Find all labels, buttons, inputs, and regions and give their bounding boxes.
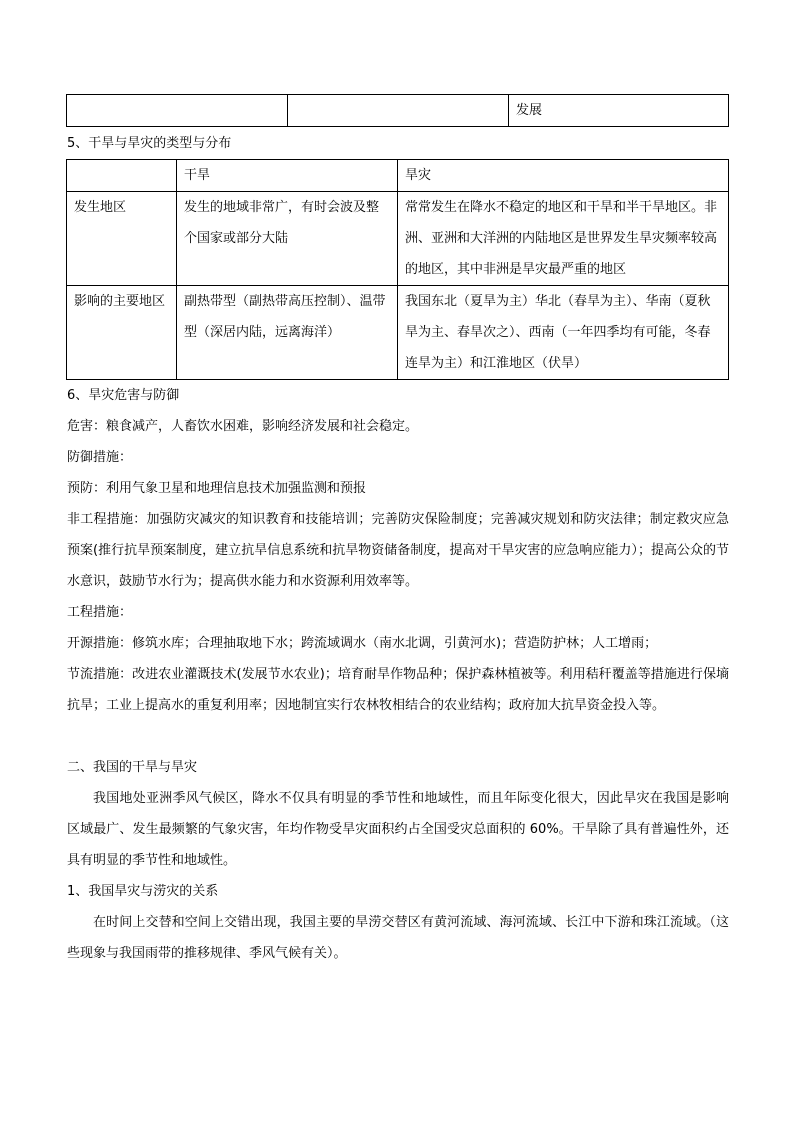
table-cell bbox=[288, 95, 509, 127]
table-row bbox=[67, 95, 729, 127]
cell-disaster-occurrence: 常常发生在降水不稳定的地区和干旱和半干旱地区。非洲、亚洲和大洋洲的内陆地区是世界发生旱灾频率较高的地区，其中非洲是旱灾最严重的地区 bbox=[398, 192, 729, 286]
table-cell: 发展 bbox=[509, 95, 729, 127]
row-label-regions: 影响的主要地区 bbox=[67, 286, 177, 380]
table-row bbox=[67, 192, 729, 286]
table-cell bbox=[67, 95, 288, 127]
header-drought: 干旱 bbox=[177, 160, 398, 192]
prevention-text: 预防：利用气象卫星和地理信息技术加强监测和预报 bbox=[67, 481, 367, 496]
saving-measures: 节流措施：改进农业灌溉技术(发展节水农业)；培育耐旱作物品种；保护森林植被等。利用秸秆覆盖等措施进行保墒抗旱；工业上提高水的重复利用率；因地制宜实行农林牧相结合的农业结构；政府加大抗旱资金投入等。 bbox=[67, 667, 729, 713]
harm-text: 危害：粮食减产，人畜饮水困难，影响经济发展和社会稳定。 bbox=[67, 419, 419, 434]
row-label-occurrence: 发生地区 bbox=[67, 192, 177, 286]
table-top-continuation bbox=[66, 94, 729, 127]
section-6-title: 6、旱灾危害与防御 bbox=[67, 388, 180, 403]
section-1-title: 1、我国旱灾与涝灾的关系 bbox=[67, 884, 219, 899]
table-row bbox=[67, 286, 729, 380]
section-5-title: 5、干旱与旱灾的类型与分布 bbox=[67, 136, 232, 151]
header-disaster: 旱灾 bbox=[398, 160, 729, 192]
defense-title: 防御措施： bbox=[67, 450, 133, 465]
non-engineering-measures: 非工程措施：加强防灾减灾的知识教育和技能培训；完善防灾保险制度；完善减灾规划和防灾法律；制定救灾应急预案(推行抗旱预案制度，建立抗旱信息系统和抗旱物资储备制度，提高对干旱灾害的应急响应能力）；提高公众的节水意识，鼓励节水行为；提高供水能力和水资源利用效率等。 bbox=[67, 512, 729, 589]
cell-disaster-regions: 我国东北（夏旱为主）华北（春旱为主）、华南（夏秋旱为主、春旱次之）、西南（一年四季均有可能，冬春连旱为主）和江淮地区（伏旱） bbox=[398, 286, 729, 380]
section-2-paragraph: 我国地处亚洲季风气候区，降水不仅具有明显的季节性和地域性，而且年际变化很大，因此旱灾在我国是影响区域最广、发生最频繁的气象灾害，年均作物受旱灾面积约占全国受灾总面积的 60%。干旱除了具有普遍性外，还具有明显的季节性和地域性。 bbox=[67, 791, 729, 868]
section-1-paragraph: 在时间上交替和空间上交错出现，我国主要的旱涝交替区有黄河流域、海河流域、长江中下游和珠江流域。（这些现象与我国雨带的推移规律、季风气候有关）。 bbox=[67, 915, 729, 961]
cell-drought-regions: 副热带型（副热带高压控制）、温带型（深居内陆，远离海洋） bbox=[177, 286, 398, 380]
drought-types-table bbox=[66, 159, 729, 380]
source-measures: 开源措施：修筑水库；合理抽取地下水；跨流域调水（南水北调，引黄河水)；营造防护林；人工增雨； bbox=[67, 636, 658, 651]
table-header-row bbox=[67, 160, 729, 192]
engineering-title: 工程措施： bbox=[67, 605, 133, 620]
section-2-title: 二、我国的干旱与旱灾 bbox=[67, 760, 198, 775]
cell-drought-occurrence: 发生的地域非常广，有时会波及整个国家或部分大陆 bbox=[177, 192, 398, 286]
table-cell bbox=[67, 160, 177, 192]
